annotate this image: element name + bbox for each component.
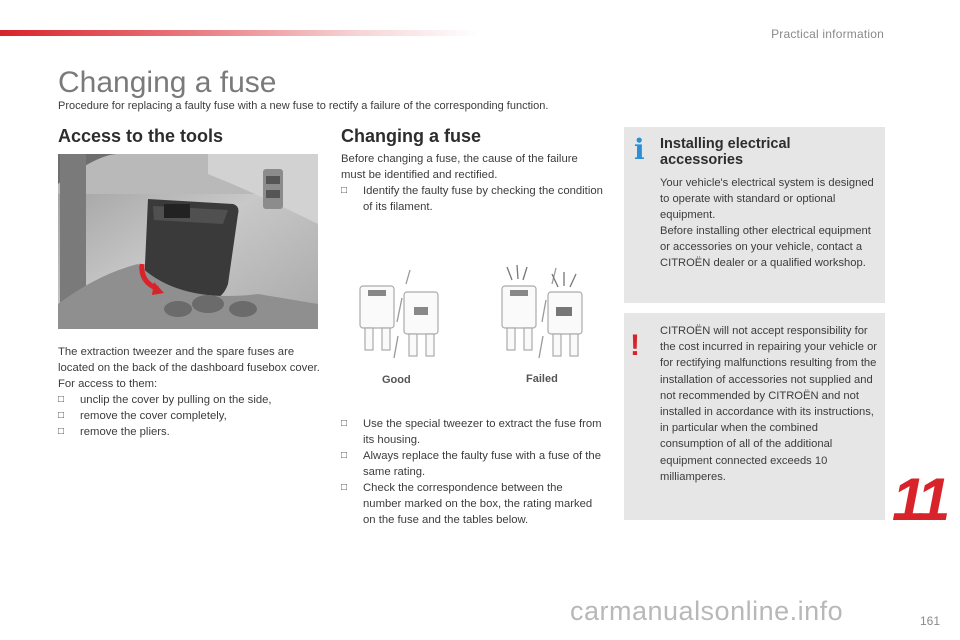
checkbox-bullet-icon: □ xyxy=(341,418,348,429)
info-box xyxy=(624,127,885,303)
checkbox-bullet-icon: □ xyxy=(341,482,348,493)
list-item: □ remove the pliers. xyxy=(58,426,170,438)
top-accent-bar xyxy=(0,30,480,36)
checkbox-bullet-icon: □ xyxy=(58,394,65,405)
access-heading: Access to the tools xyxy=(58,126,224,146)
page-number: 161 xyxy=(919,614,940,628)
page-title: Changing a fuse xyxy=(58,66,277,99)
list-item: □ Use the special tweezer to extract the fuse from its housing. xyxy=(341,418,602,446)
list-item: □ unclip the cover by pulling on the side, xyxy=(58,394,272,406)
checkbox-bullet-icon: □ xyxy=(341,450,348,461)
info-icon: i xyxy=(634,133,645,166)
changing-intro: Before changing a fuse, the cause of the failure must be identified and rectified. xyxy=(341,153,578,181)
dashboard-fusebox-illustration xyxy=(58,154,318,329)
warning-text: CITROËN will not accept responsibility for the cost incurred in repairing your vehicle or for rectifying malfunctions resulting from the installation of accessories not supplied and not recommended by CITROËN and not installed in accordance with its instructions, in particular when the combined consumption of all of the additional equipment connected exceeds 10 milliamperes. xyxy=(660,325,878,483)
checkbox-bullet-icon: □ xyxy=(341,185,348,196)
info-text: Your vehicle's electrical system is designed to operate with standard or optional equipment. Before installing other electrical equipment or accessories on your vehicle, contact a CITROËN dealer or a qualified workshop. xyxy=(660,177,874,269)
list-item: □ Check the correspondence between the number marked on the box, the rating marked on the fuse and the tables below. xyxy=(341,482,593,526)
section-header: Practical information xyxy=(771,27,884,41)
failed-fuse-label: Failed xyxy=(526,373,558,385)
warning-box xyxy=(624,313,885,520)
fuse-illustration xyxy=(342,262,602,392)
checkbox-bullet-icon: □ xyxy=(58,410,65,421)
list-item: □ Identify the faulty fuse by checking the condition of its filament. xyxy=(341,185,603,213)
chapter-number: 11 xyxy=(892,466,947,533)
warning-icon: ! xyxy=(630,329,640,362)
access-text-1: The extraction tweezer and the spare fuses are located on the back of the dashboard fusebox cover. xyxy=(58,346,320,374)
access-text-2: For access to them: xyxy=(58,378,158,390)
access-body xyxy=(58,344,320,440)
checkbox-bullet-icon: □ xyxy=(58,426,65,437)
changing-heading: Changing a fuse xyxy=(341,126,482,146)
list-item: □ Always replace the faulty fuse with a fuse of the same rating. xyxy=(341,450,601,478)
list-item: □ remove the cover completely, xyxy=(58,410,227,422)
watermark: carmanualsonline.info xyxy=(570,596,844,626)
good-fuse-label: Good xyxy=(382,374,411,386)
page-intro: Procedure for replacing a faulty fuse with a new fuse to rectify a failure of the corresponding function. xyxy=(58,100,549,112)
info-title: Installing electrical accessories xyxy=(660,136,791,168)
changing-steps xyxy=(341,416,603,528)
changing-intro-block xyxy=(341,151,603,215)
